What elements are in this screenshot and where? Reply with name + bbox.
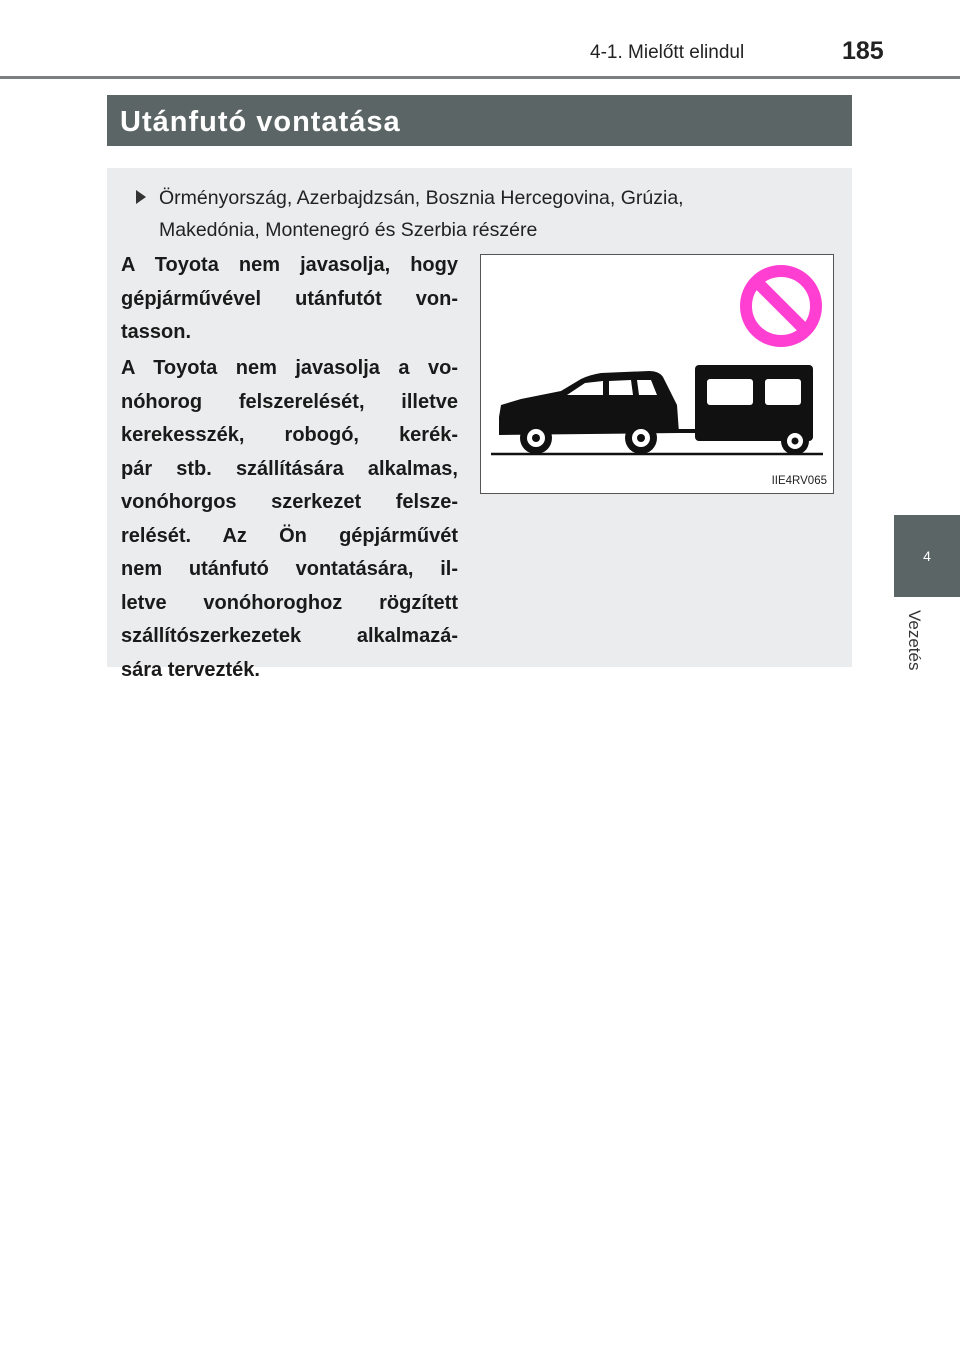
bullet-triangle-icon — [136, 190, 146, 204]
trailer-icon — [695, 365, 813, 455]
chapter-number: 4 — [923, 548, 931, 564]
paragraph-2-line: relését. Az Ön gépjárművét — [121, 524, 458, 547]
prohibition-icon — [746, 271, 816, 341]
paragraph-2-line: letve vonóhoroghoz rögzített — [121, 591, 458, 614]
region-bullet — [136, 182, 838, 246]
paragraph-1-line: A Toyota nem javasolja, hogy — [121, 254, 458, 276]
bullet-line-2: Makedónia, Montenegró és Szerbia részére — [159, 219, 538, 241]
paragraph-2 — [121, 352, 458, 687]
paragraph-1 — [121, 249, 458, 350]
towing-illustration — [480, 254, 834, 494]
towing-illustration-graphic — [481, 255, 833, 493]
header-section-title: 4-1. Mielőtt elindul — [590, 42, 745, 63]
paragraph-2-line: szállítószerkezetek alkalmazá- — [121, 625, 458, 647]
paragraph-2-line: vonóhorgos szerkezet felsze- — [121, 491, 458, 513]
paragraph-2-line: pár stb. szállítására alkalmas, — [121, 457, 458, 480]
figure-code: IIE4RV065 — [771, 475, 827, 487]
chapter-label: Vezetés — [905, 610, 924, 671]
car-icon — [499, 371, 679, 454]
paragraph-2-line: nóhorog felszerelését, illetve — [121, 390, 458, 413]
paragraph-1-line: tasson. — [121, 321, 192, 343]
content-box — [107, 168, 852, 681]
tow-bar — [677, 429, 697, 433]
paragraph-2-line: A Toyota nem javasolja a vo- — [121, 357, 458, 379]
paragraph-2-line: sára tervezték. — [121, 658, 260, 681]
chapter-tab — [894, 515, 960, 597]
paragraph-2-line: nem utánfutó vontatására, il- — [121, 558, 458, 580]
paragraph-1-line: gépjárművével utánfutót von- — [121, 287, 458, 310]
bullet-line-1: Örményország, Azerbajdzsán, Bosznia Hercegovina, Grúzia, — [159, 187, 684, 209]
paragraph-2-line: kerekesszék, robogó, kerék- — [121, 424, 458, 446]
section-title: Utánfutó vontatása — [107, 95, 852, 146]
page-number: 185 — [842, 37, 884, 65]
header-divider — [0, 76, 960, 79]
